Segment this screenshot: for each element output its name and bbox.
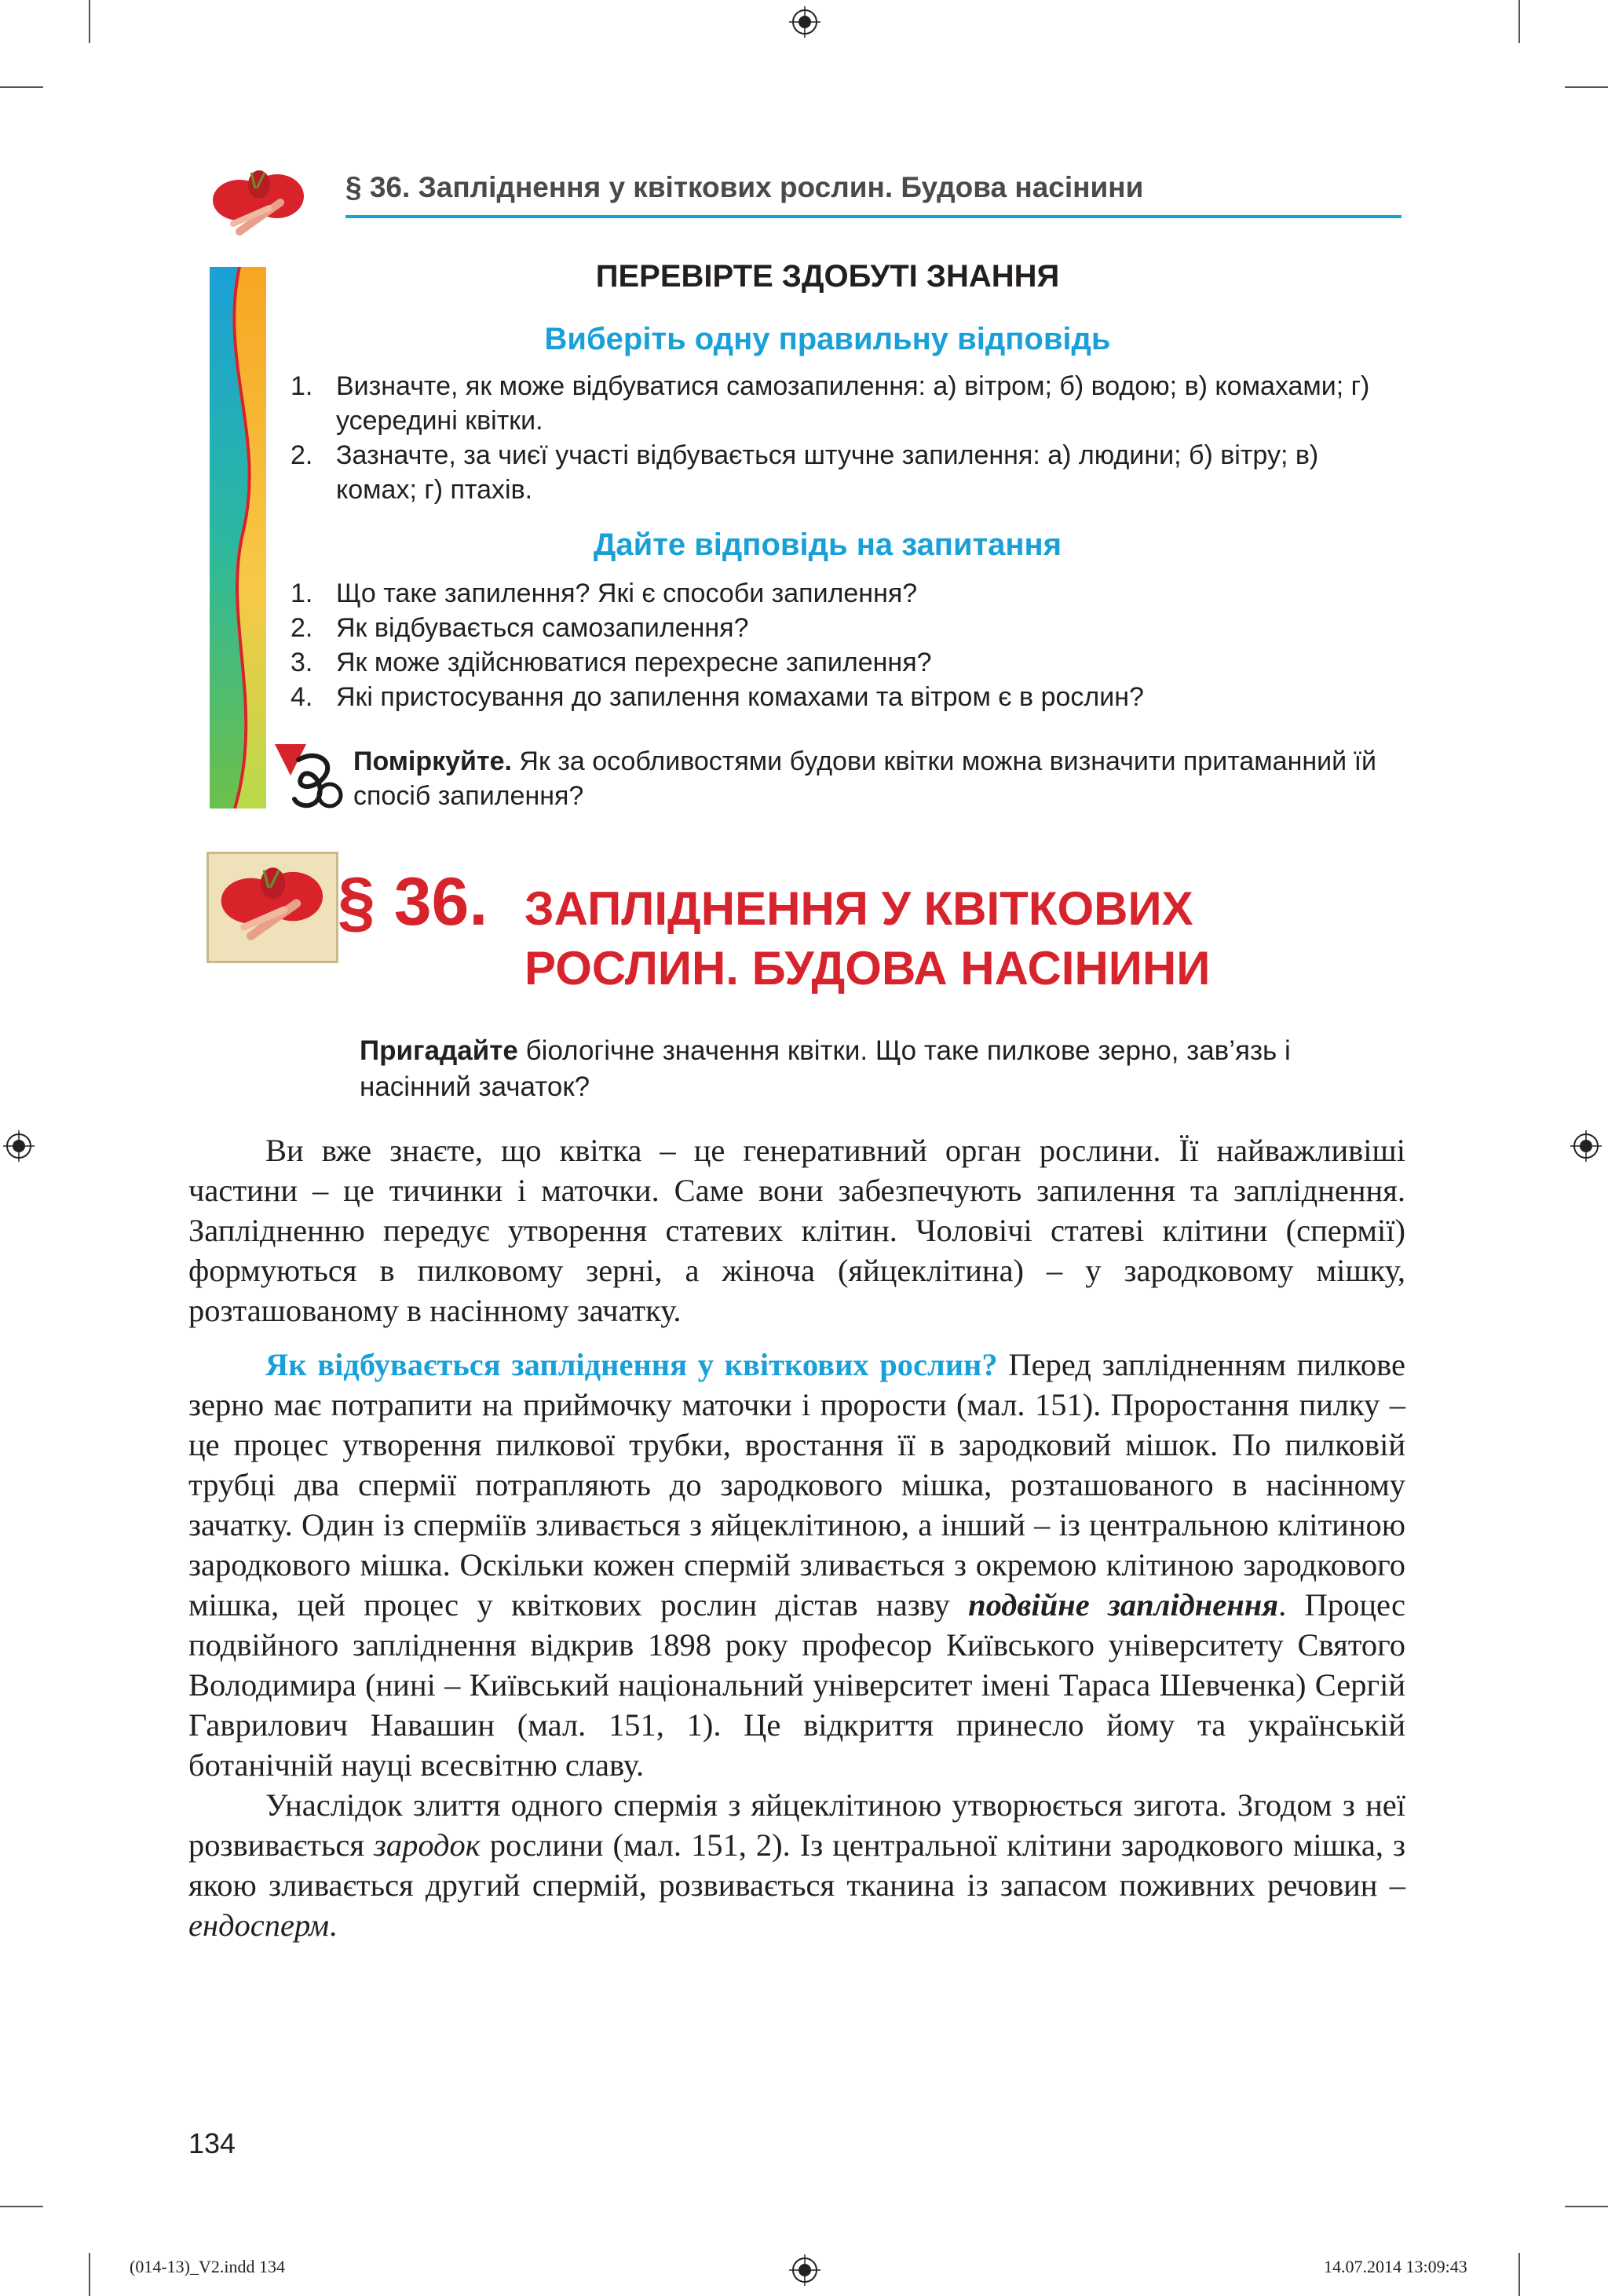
flower-icon [208, 165, 310, 247]
list-item [291, 680, 1405, 714]
registration-mark-icon [789, 6, 820, 38]
item-number: 2. [291, 440, 313, 470]
key-term: ендосперм [188, 1907, 330, 1943]
item-number: 1. [291, 371, 313, 401]
choose-answer-title: Виберіть одну правильну відповідь [544, 322, 1111, 356]
question-list [291, 576, 1405, 714]
item-number: 2. [291, 613, 313, 643]
item-text: Визначте, як може відбуватися самозапилення: а) вітром; б) водою; в) комахами; г) усередині квітки. [336, 371, 1370, 436]
crop-mark [0, 86, 43, 88]
flower-icon [216, 860, 330, 955]
crop-mark [1518, 0, 1520, 43]
item-text: Як відбувається самозапилення? [336, 613, 749, 643]
text-run: Перед заплідненням пилкове зерно має потрапити на приймочку маточки і прорости (мал. 151). Проростання пилку – це процес утворення пилкової трубки, вростання її в зародковий мішок. По пилковій трубці два спермії потрапляють до зародкового мішка, розташованого в насінному зачатку. Один із сперміїв зливається з яйцеклітиною, а інший – із центральною клітиною зародкового мішка. Оскільки кожен спермій зливається з окремою клітиною зародкового мішка, цей процес у квіткових рослин дістав назву [188, 1347, 1406, 1623]
list-item [291, 645, 1405, 680]
registration-mark-icon [789, 2254, 820, 2286]
item-number: 3. [291, 648, 313, 677]
key-term: подвійне запліднення [968, 1587, 1279, 1623]
think-icon [275, 744, 345, 811]
registration-mark-icon [1570, 1130, 1602, 1162]
crop-mark [89, 2253, 90, 2296]
crop-mark [1518, 2253, 1520, 2296]
item-number: 1. [291, 579, 313, 608]
key-term: зародок [374, 1827, 481, 1863]
page-number: 134 [188, 2127, 236, 2159]
item-text: Які пристосування до запилення комахами та вітром є в рослин? [336, 682, 1144, 712]
slug-file-info: (014-13)_V2.indd 134 [130, 2257, 285, 2276]
body-paragraph [188, 1785, 1405, 1945]
section-question: Як відбувається запліднення у квіткових рослин? [265, 1347, 998, 1382]
crop-mark [1565, 2206, 1608, 2207]
recall-label: Пригадайте [360, 1035, 518, 1066]
item-text: Як може здійснюватися перехресне запилення? [336, 648, 932, 677]
think-task [353, 744, 1405, 813]
list-item [291, 576, 1405, 611]
text-run: рослини (мал. 151, 2). Із центральної клітини зародкового мішка, з якою зливається другий спермій, розвивається тканина із запасом поживних речовин – [188, 1827, 1405, 1903]
paragraph-title-line: ЗАПЛІДНЕННЯ У КВІТКОВИХ [524, 882, 1193, 935]
item-text: Зазначте, за чиєї участі відбувається штучне запилення: а) людини; б) вітру; в) комах; г) птахів. [336, 440, 1319, 505]
text-run: Унаслідок злиття одного спермія з яйцеклітиною утворюється зигота. Згодом з неї розвивається [188, 1787, 1405, 1863]
text-run: . Процес подвійного запліднення відкрив 1898 року професор Київського університету Святого Володимира (нині – Київський національний університет імені Тараса Шевченка) Сергій Гаврилович Навашин (мал. 151, 1). Це відкриття принесло йому та українській ботанічній науці всесвітню славу. [188, 1587, 1405, 1783]
item-text: Що таке запилення? Які є способи запилення? [336, 579, 918, 608]
header-rule [345, 215, 1402, 218]
answer-questions-title: Дайте відповідь на запитання [593, 527, 1062, 562]
text-run: . [329, 1907, 338, 1943]
body-paragraph [188, 1345, 1405, 1785]
item-number: 4. [291, 682, 313, 712]
paragraph-number: § 36. [338, 864, 488, 940]
paragraph-title-line: РОСЛИН. БУДОВА НАСІНИНИ [524, 942, 1211, 995]
think-label: Поміркуйте. [353, 746, 512, 776]
check-section-title: ПЕРЕВІРТЕ ЗДОБУТІ ЗНАННЯ [595, 259, 1060, 294]
crop-mark [89, 0, 90, 43]
paragraph-title [524, 879, 1210, 998]
slug-date-info: 14.07.2014 13:09:43 [1324, 2257, 1467, 2276]
think-text: Як за особливостями будови квітки можна визначити притаманний їй спосіб запилення? [353, 746, 1377, 811]
crop-mark [0, 2206, 43, 2207]
list-item [291, 611, 1405, 645]
recall-text: біологічне значення квітки. Що таке пилкове зерно, зав’язь і насінний зачаток? [360, 1035, 1291, 1102]
choose-list [291, 369, 1405, 507]
running-head: § 36. Запліднення у квіткових рослин. Будова насінини [345, 171, 1144, 203]
body-paragraph: Ви вже знаєте, що квітка – це генеративний орган рослини. Її найважливіші частини – це тичинки і маточки. Саме вони забезпечують запилення та запліднення. Заплідненню передує утворення статевих клітин. Чоловічі статеві клітини (спермії) формуються в пилковому зерні, а жіноча (яйцеклітина) – у зародковому мішку, розташованому в насінному зачатку. [188, 1133, 1405, 1328]
body-text [188, 1130, 1405, 1945]
crop-mark [1565, 86, 1608, 88]
recall-prompt [360, 1033, 1404, 1105]
list-item [291, 438, 1405, 507]
registration-mark-icon [3, 1130, 35, 1162]
list-item [291, 369, 1405, 438]
